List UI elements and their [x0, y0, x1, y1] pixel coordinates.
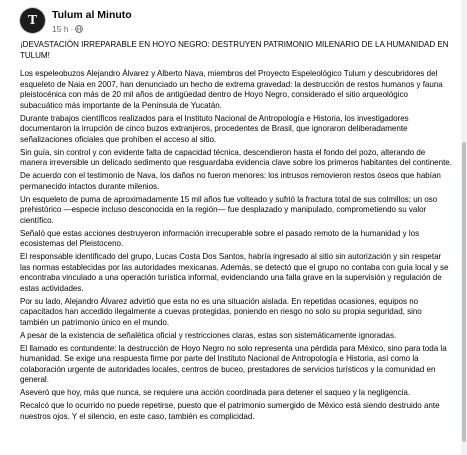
post-paragraph: De acuerdo con el testimonio de Nava, los daños no fueron menores: los intrusos removieron restos óseos que habían permanecido intactos durante milenios. — [20, 171, 441, 191]
post-body — [20, 40, 452, 425]
post-paragraph: Los espeleobuzos Alejandro Álvarez y Alberto Nava, miembros del Proyecto Espeleológico Tulum y descubridores del esqueleto de Naia en 2007, han denunciado un hecho de extrema gravedad: la destrucción de restos humanos y fauna pleistocénica con más de 20 mil años de antigüedad dentro de Hoyo Negro, considerado el sitio arqueológico subacuático más importante de la Península de Yucatán. — [20, 69, 443, 110]
post-header — [20, 8, 420, 38]
avatar[interactable] — [20, 8, 45, 33]
post-paragraph: Por su lado, Alejandro Álvarez advirtió que esta no es una situación aislada. En repetidas ocasiones, equipos no capacitados han accedido ilegalmente a cuevas protegidas, poniendo en riesgo no solo su propia seguridad, sino también un patrimonio único en el mundo. — [20, 296, 422, 327]
post-paragraph: A pesar de la existencia de señalética oficial y restricciones claras, estas son sistemáticamente ignoradas. — [20, 330, 397, 340]
meta-separator: · — [70, 24, 74, 34]
scrollbar-thumb[interactable] — [462, 142, 466, 442]
scrollbar[interactable] — [461, 0, 467, 455]
post-paragraph: Un esqueleto de puma de aproximadamente 15 mil años fue volteado y sufrió la fractura total de sus colmillos; un oso prehistórico —especie incluso desconocida en la región— fue desplazado y manipulado, comprometiendo su valor científico. — [20, 194, 438, 225]
globe-icon — [75, 25, 83, 33]
post-paragraph: Durante trabajos científicos realizados para el Instituto Nacional de Antropología e Historia, los investigadores documentaron la irrupción de cinco buzos extranjeros, procedentes de Brasil, que ignoraron deliberadamente señalizaciones oficiales que prohíben el acceso al sitio. — [20, 113, 409, 144]
post-paragraph: Sin guía, sin control y con evidente falta de capacidad técnica, descendieron hasta el fondo del pozo, alterando de manera irreversible un delicado sedimento que resguardaba evidencia clave sobre los primeros habitantes del continente. — [20, 147, 452, 167]
post-headline: ¡DEVASTACIÓN IRREPARABLE EN HOYO NEGRO: DESTRUYEN PATRIMONIO MILENARIO DE LA HUMANIDAD EN TULUM! — [20, 40, 449, 60]
post-time[interactable]: 15 h — [52, 24, 69, 34]
post-paragraph: El llamado es contundente: la destrucción de Hoyo Negro no solo representa una pérdida para México, sino para toda la humanidad. Se exige una respuesta firme por parte del Instituto Nacional de Antropología e Historia, así como la colaboración urgente de autoridades locales, centros de buceo, prestadores de servicios turísticos y la comunidad en general. — [20, 343, 447, 384]
post-paragraph: Señaló que estas acciones destruyeron información irrecuperable sobre el pasado remoto de la humanidad y los ecosistemas del Pleistoceno. — [20, 228, 420, 248]
post-meta — [52, 24, 83, 34]
post-paragraph: El responsable identificado del grupo, Lucas Costa Dos Santos, habría ingresado al sitio sin autorización y sin respetar las normas establecidas por las autoridades mexicanas. Además, se detectó que el grupo no contaba con guía local y se encontraba vinculado a una operación turística informal, evidenciando una falla grave en la supervisión y regulación de estas actividades. — [20, 252, 449, 293]
page-name-link[interactable]: Tulum al Minuto — [52, 9, 132, 21]
post-paragraph: Aseveró que hoy, más que nunca, se requiere una acción coordinada para detener el saqueo y la negligencia. — [20, 388, 411, 397]
avatar-letter: T — [27, 12, 38, 28]
post-paragraph: Recalcó que lo ocurrido no puede repetirse, puesto que el patrimonio sumergido de México está siendo destruido ante nuestros ojos. Y el silencio, en este caso, también es complicidad. — [20, 401, 440, 421]
